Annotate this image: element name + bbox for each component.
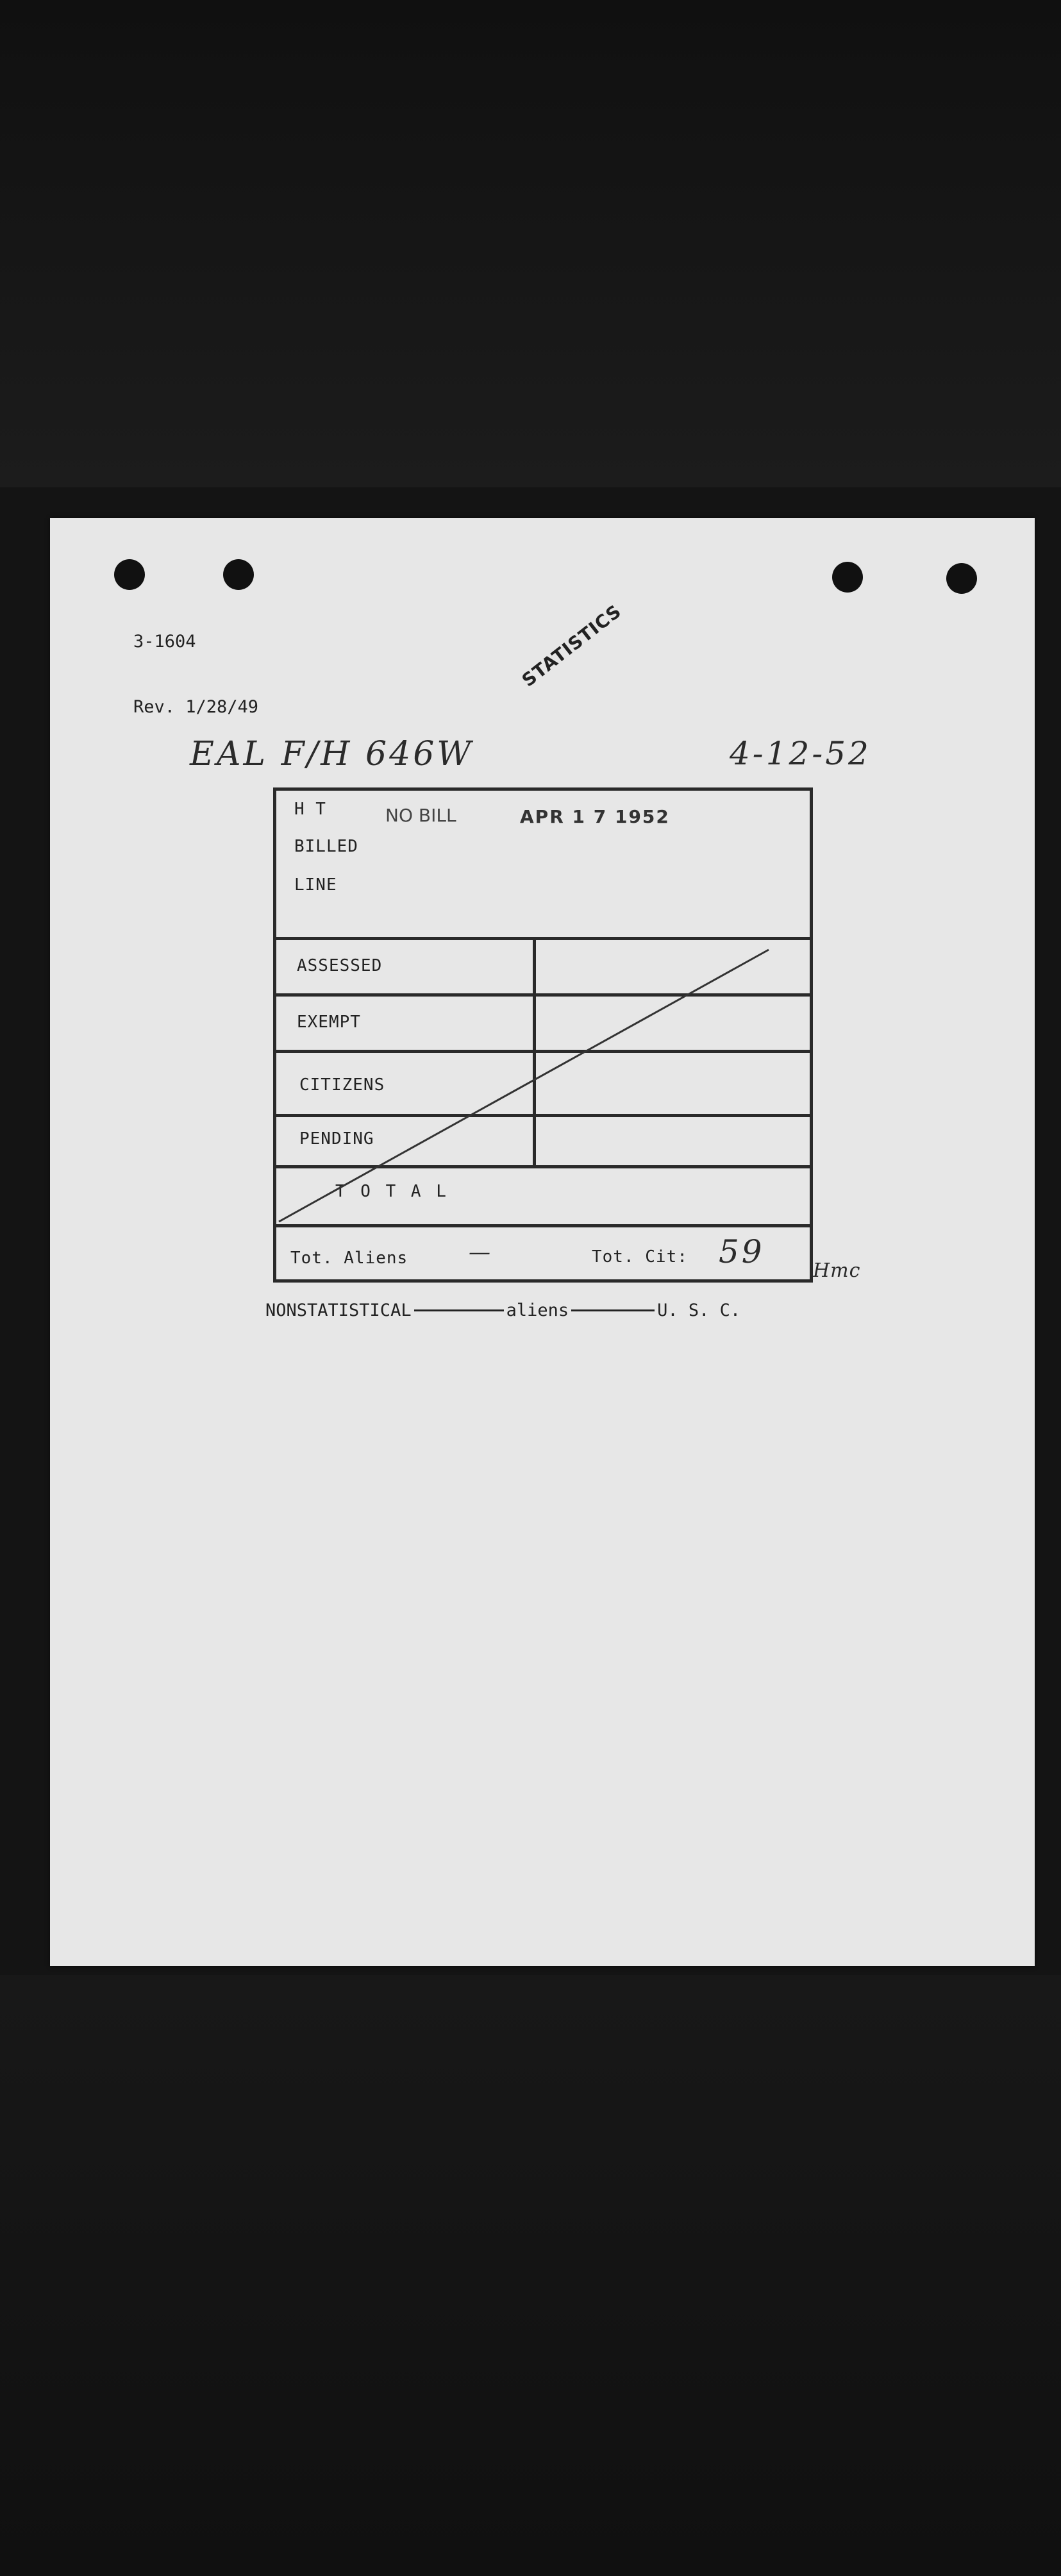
- tot-cit-label: Tot. Cit:: [592, 1247, 688, 1267]
- header-billed: BILLED: [294, 837, 358, 856]
- statistics-form-box: [273, 787, 813, 1283]
- scan-background-top: [0, 0, 1061, 487]
- nonstatistical-label: NONSTATISTICAL: [265, 1301, 412, 1320]
- statistics-stamp: STATISTICS: [517, 600, 626, 691]
- punch-hole-2: [223, 559, 254, 590]
- tot-aliens-label: Tot. Aliens: [290, 1249, 408, 1268]
- usc-label: U. S. C.: [657, 1301, 741, 1320]
- row-citizens-label: CITIZENS: [299, 1075, 385, 1095]
- punch-hole-1: [114, 559, 145, 590]
- no-bill-stamp: NO BILL: [385, 805, 456, 826]
- handwritten-initials: Hmc: [813, 1259, 861, 1282]
- nonstatistical-line: [265, 1301, 740, 1320]
- date-received-stamp: APR 1 7 1952: [520, 806, 670, 827]
- row-total-label: T O T A L: [335, 1182, 449, 1201]
- tot-cit-value: 59: [719, 1233, 765, 1270]
- diagonal-strike-line: [276, 791, 810, 1279]
- form-revision: Rev. 1/28/49: [133, 697, 259, 717]
- blank-line-1: [414, 1309, 504, 1311]
- row-assessed-label: ASSESSED: [297, 956, 383, 975]
- punch-hole-4: [946, 563, 977, 594]
- form-number: 3-1604: [133, 632, 196, 652]
- tot-aliens-value: —: [469, 1240, 493, 1265]
- handwritten-ship-info: EAL F/H 646W: [190, 735, 474, 773]
- header-ht: H T: [294, 800, 326, 819]
- document-page: [50, 518, 1035, 1966]
- blank-line-2: [571, 1309, 655, 1311]
- handwritten-date: 4-12-52: [730, 735, 871, 772]
- header-line: LINE: [294, 875, 337, 895]
- punch-hole-3: [832, 562, 863, 593]
- aliens-label: aliens: [506, 1301, 569, 1320]
- row-exempt-label: EXEMPT: [297, 1013, 361, 1032]
- row-pending-label: PENDING: [299, 1129, 374, 1149]
- scan-background-bottom: [0, 1975, 1061, 2576]
